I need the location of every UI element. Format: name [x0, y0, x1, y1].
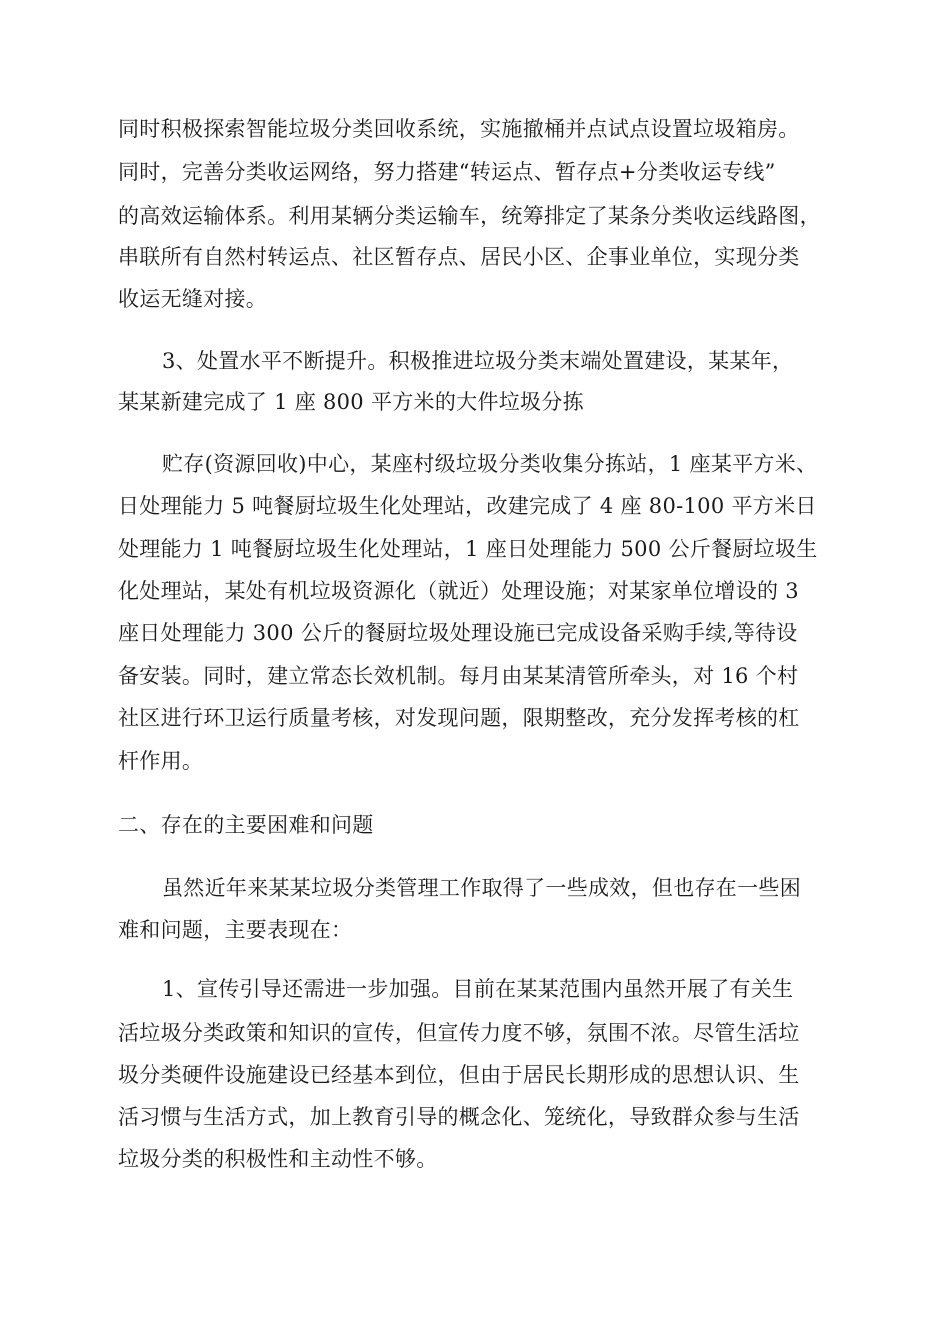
paragraph-3-line-6: 备安装。同时，建立常态长效机制。每月由某某清管所牵头，对 16 个村 [118, 664, 799, 688]
paragraph-3-line-3: 处理能力 1 吨餐厨垃圾生化处理站，1 座日处理能力 500 公斤餐厨垃圾生 [118, 537, 818, 561]
paragraph-3-line-2: 日处理能力 5 吨餐厨垃圾生化处理站，改建完成了 4 座 80-100 平方米日 [118, 494, 817, 518]
paragraph-5-line-1: 1、宣传引导还需进一步加强。目前在某某范围内虽然开展了有关生 [162, 977, 794, 1001]
paragraph-1-line-1: 同时积极探索智能垃圾分类回收系统，实施撤桶并点试点设置垃圾箱房。 [118, 117, 800, 141]
paragraph-3-line-5: 座日处理能力 300 公斤的餐厨垃圾处理设施已完成设备采购手续,等待设 [118, 621, 798, 645]
paragraph-4-line-1: 虽然近年来某某垃圾分类管理工作取得了一些成效，但也存在一些困 [162, 876, 801, 900]
paragraph-2-line-1: 3、处置水平不断提升。积极推进垃圾分类末端处置建设，某某年， [162, 349, 794, 373]
paragraph-1-line-4: 串联所有自然村转运点、社区暂存点、居民小区、企事业单位，实现分类 [118, 245, 800, 269]
paragraph-5-line-3: 圾分类硬件设施建设已经基本到位，但由于居民长期形成的思想认识、生 [118, 1063, 800, 1087]
paragraph-4-line-2: 难和问题，主要表现在： [118, 918, 353, 942]
paragraph-3-line-1: 贮存(资源回收)中心，某座村级垃圾分类收集分拣站，1 座某平方米、 [162, 452, 818, 476]
paragraph-1-line-3: 的高效运输体系。利用某辆分类运输车，统筹排定了某条分类收运线路图， [118, 204, 821, 228]
paragraph-5-line-4: 活习惯与生活方式，加上教育引导的概念化、笼统化，导致群众参与生活 [118, 1105, 800, 1129]
paragraph-5-line-5: 垃圾分类的积极性和主动性不够。 [118, 1147, 438, 1171]
paragraph-3-line-4: 化处理站，某处有机垃圾资源化（就近）处理设施；对某家单位增设的 3 [118, 579, 799, 603]
section-heading-2: 二、存在的主要困难和问题 [118, 813, 374, 837]
paragraph-2-line-2: 某某新建完成了 1 座 800 平方米的大件垃圾分拣 [118, 390, 584, 414]
paragraph-1-line-5: 收运无缝对接。 [118, 287, 268, 311]
paragraph-1-line-2: 同时，完善分类收运网络，努力搭建“转运点、暂存点+分类收运专线” [118, 160, 776, 184]
paragraph-3-line-7: 社区进行环卫运行质量考核，对发现问题，限期整改，充分发挥考核的杠 [118, 706, 800, 730]
paragraph-5-line-2: 活垃圾分类政策和知识的宣传，但宣传力度不够，氛围不浓。尽管生活垃 [118, 1021, 800, 1045]
paragraph-3-line-8: 杆作用。 [118, 749, 204, 773]
